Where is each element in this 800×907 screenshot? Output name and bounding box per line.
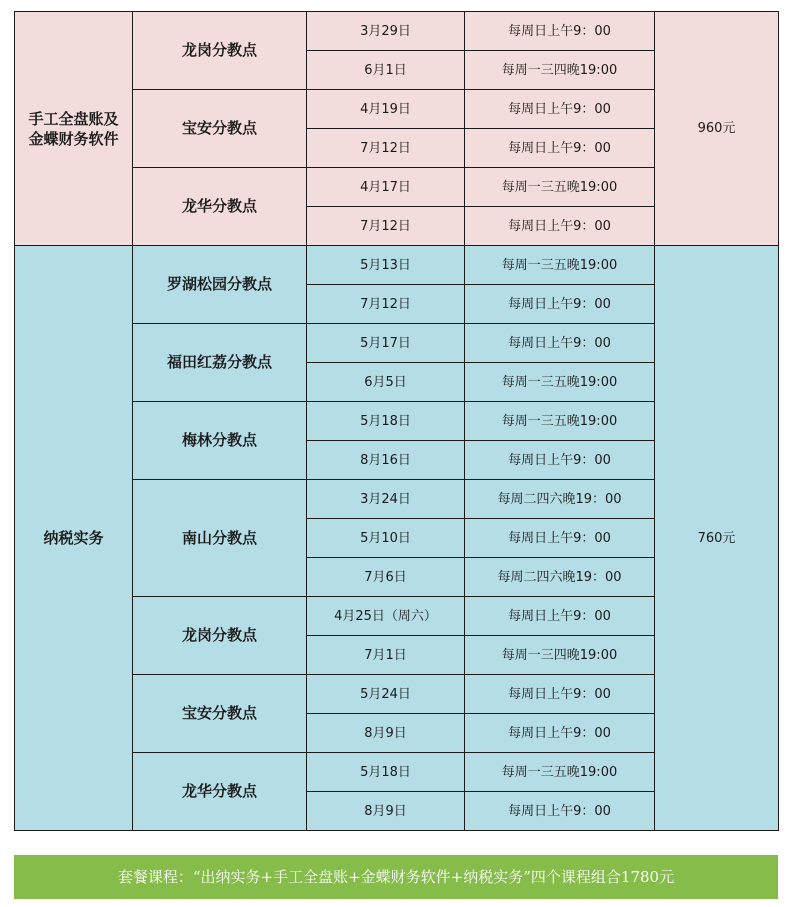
start-date-cell: 4月19日 bbox=[307, 90, 465, 129]
course-name-line: 手工全盘账及 bbox=[28, 109, 119, 128]
course-name-line: 纳税实务 bbox=[43, 529, 104, 547]
start-date-cell: 5月24日 bbox=[307, 675, 465, 714]
class-time-cell: 每周一三五晚19:00 bbox=[465, 168, 655, 207]
table-row bbox=[15, 246, 779, 285]
class-time-cell: 每周一三五晚19:00 bbox=[465, 363, 655, 402]
package-course-banner: 套餐课程：“出纳实务+手工全盘账+金蝶财务软件+纳税实务”四个课程组合1780元 bbox=[14, 855, 778, 899]
start-date-cell: 7月12日 bbox=[307, 207, 465, 246]
schedule-table-body bbox=[15, 12, 779, 246]
start-date-cell: 7月1日 bbox=[307, 636, 465, 675]
branch-name-cell: 福田红荔分教点 bbox=[133, 324, 307, 402]
start-date-cell: 3月29日 bbox=[307, 12, 465, 51]
start-date-cell: 5月18日 bbox=[307, 402, 465, 441]
class-time-cell: 每周一三五晚19:00 bbox=[465, 753, 655, 792]
start-date-cell: 4月17日 bbox=[307, 168, 465, 207]
branch-name-cell: 龙华分教点 bbox=[133, 168, 307, 246]
class-time-cell: 每周一三五晚19:00 bbox=[465, 246, 655, 285]
start-date-cell: 4月25日（周六） bbox=[307, 597, 465, 636]
start-date-cell: 5月17日 bbox=[307, 324, 465, 363]
class-time-cell: 每周二四六晚19：00 bbox=[465, 480, 655, 519]
class-time-cell: 每周日上午9：00 bbox=[465, 12, 655, 51]
class-time-cell: 每周日上午9：00 bbox=[465, 519, 655, 558]
start-date-cell: 7月12日 bbox=[307, 285, 465, 324]
class-time-cell: 每周日上午9：00 bbox=[465, 792, 655, 831]
branch-name-cell: 宝安分教点 bbox=[133, 675, 307, 753]
class-time-cell: 每周日上午9：00 bbox=[465, 324, 655, 363]
course-name-cell bbox=[15, 12, 133, 246]
start-date-cell: 8月16日 bbox=[307, 441, 465, 480]
branch-name-cell: 龙岗分教点 bbox=[133, 12, 307, 90]
class-time-cell: 每周一三五晚19:00 bbox=[465, 402, 655, 441]
branch-name-cell: 宝安分教点 bbox=[133, 90, 307, 168]
start-date-cell: 5月10日 bbox=[307, 519, 465, 558]
class-time-cell: 每周二四六晚19：00 bbox=[465, 558, 655, 597]
course-name-line: 金蝶财务软件 bbox=[28, 129, 119, 148]
class-time-cell: 每周日上午9：00 bbox=[465, 597, 655, 636]
start-date-cell: 3月24日 bbox=[307, 480, 465, 519]
start-date-cell: 7月6日 bbox=[307, 558, 465, 597]
class-time-cell: 每周日上午9：00 bbox=[465, 207, 655, 246]
class-time-cell: 每周一三四晚19:00 bbox=[465, 636, 655, 675]
course-name-cell bbox=[15, 246, 133, 831]
branch-name-cell: 罗湖松园分教点 bbox=[133, 246, 307, 324]
start-date-cell: 8月9日 bbox=[307, 792, 465, 831]
price-cell: 960元 bbox=[655, 12, 779, 246]
class-time-cell: 每周日上午9：00 bbox=[465, 129, 655, 168]
schedule-section-body bbox=[15, 246, 779, 831]
class-time-cell: 每周一三四晚19:00 bbox=[465, 51, 655, 90]
schedule-table-wrapper bbox=[14, 11, 778, 831]
branch-name-cell: 南山分教点 bbox=[133, 480, 307, 597]
start-date-cell: 5月18日 bbox=[307, 753, 465, 792]
table-row bbox=[15, 12, 779, 51]
start-date-cell: 7月12日 bbox=[307, 129, 465, 168]
start-date-cell: 6月1日 bbox=[307, 51, 465, 90]
start-date-cell: 8月9日 bbox=[307, 714, 465, 753]
price-cell: 760元 bbox=[655, 246, 779, 831]
branch-name-cell: 梅林分教点 bbox=[133, 402, 307, 480]
class-time-cell: 每周日上午9：00 bbox=[465, 90, 655, 129]
class-time-cell: 每周日上午9：00 bbox=[465, 441, 655, 480]
branch-name-cell: 龙华分教点 bbox=[133, 753, 307, 831]
start-date-cell: 6月5日 bbox=[307, 363, 465, 402]
class-time-cell: 每周日上午9：00 bbox=[465, 714, 655, 753]
schedule-table bbox=[14, 11, 779, 831]
class-time-cell: 每周日上午9：00 bbox=[465, 285, 655, 324]
branch-name-cell: 龙岗分教点 bbox=[133, 597, 307, 675]
class-time-cell: 每周日上午9：00 bbox=[465, 675, 655, 714]
start-date-cell: 5月13日 bbox=[307, 246, 465, 285]
